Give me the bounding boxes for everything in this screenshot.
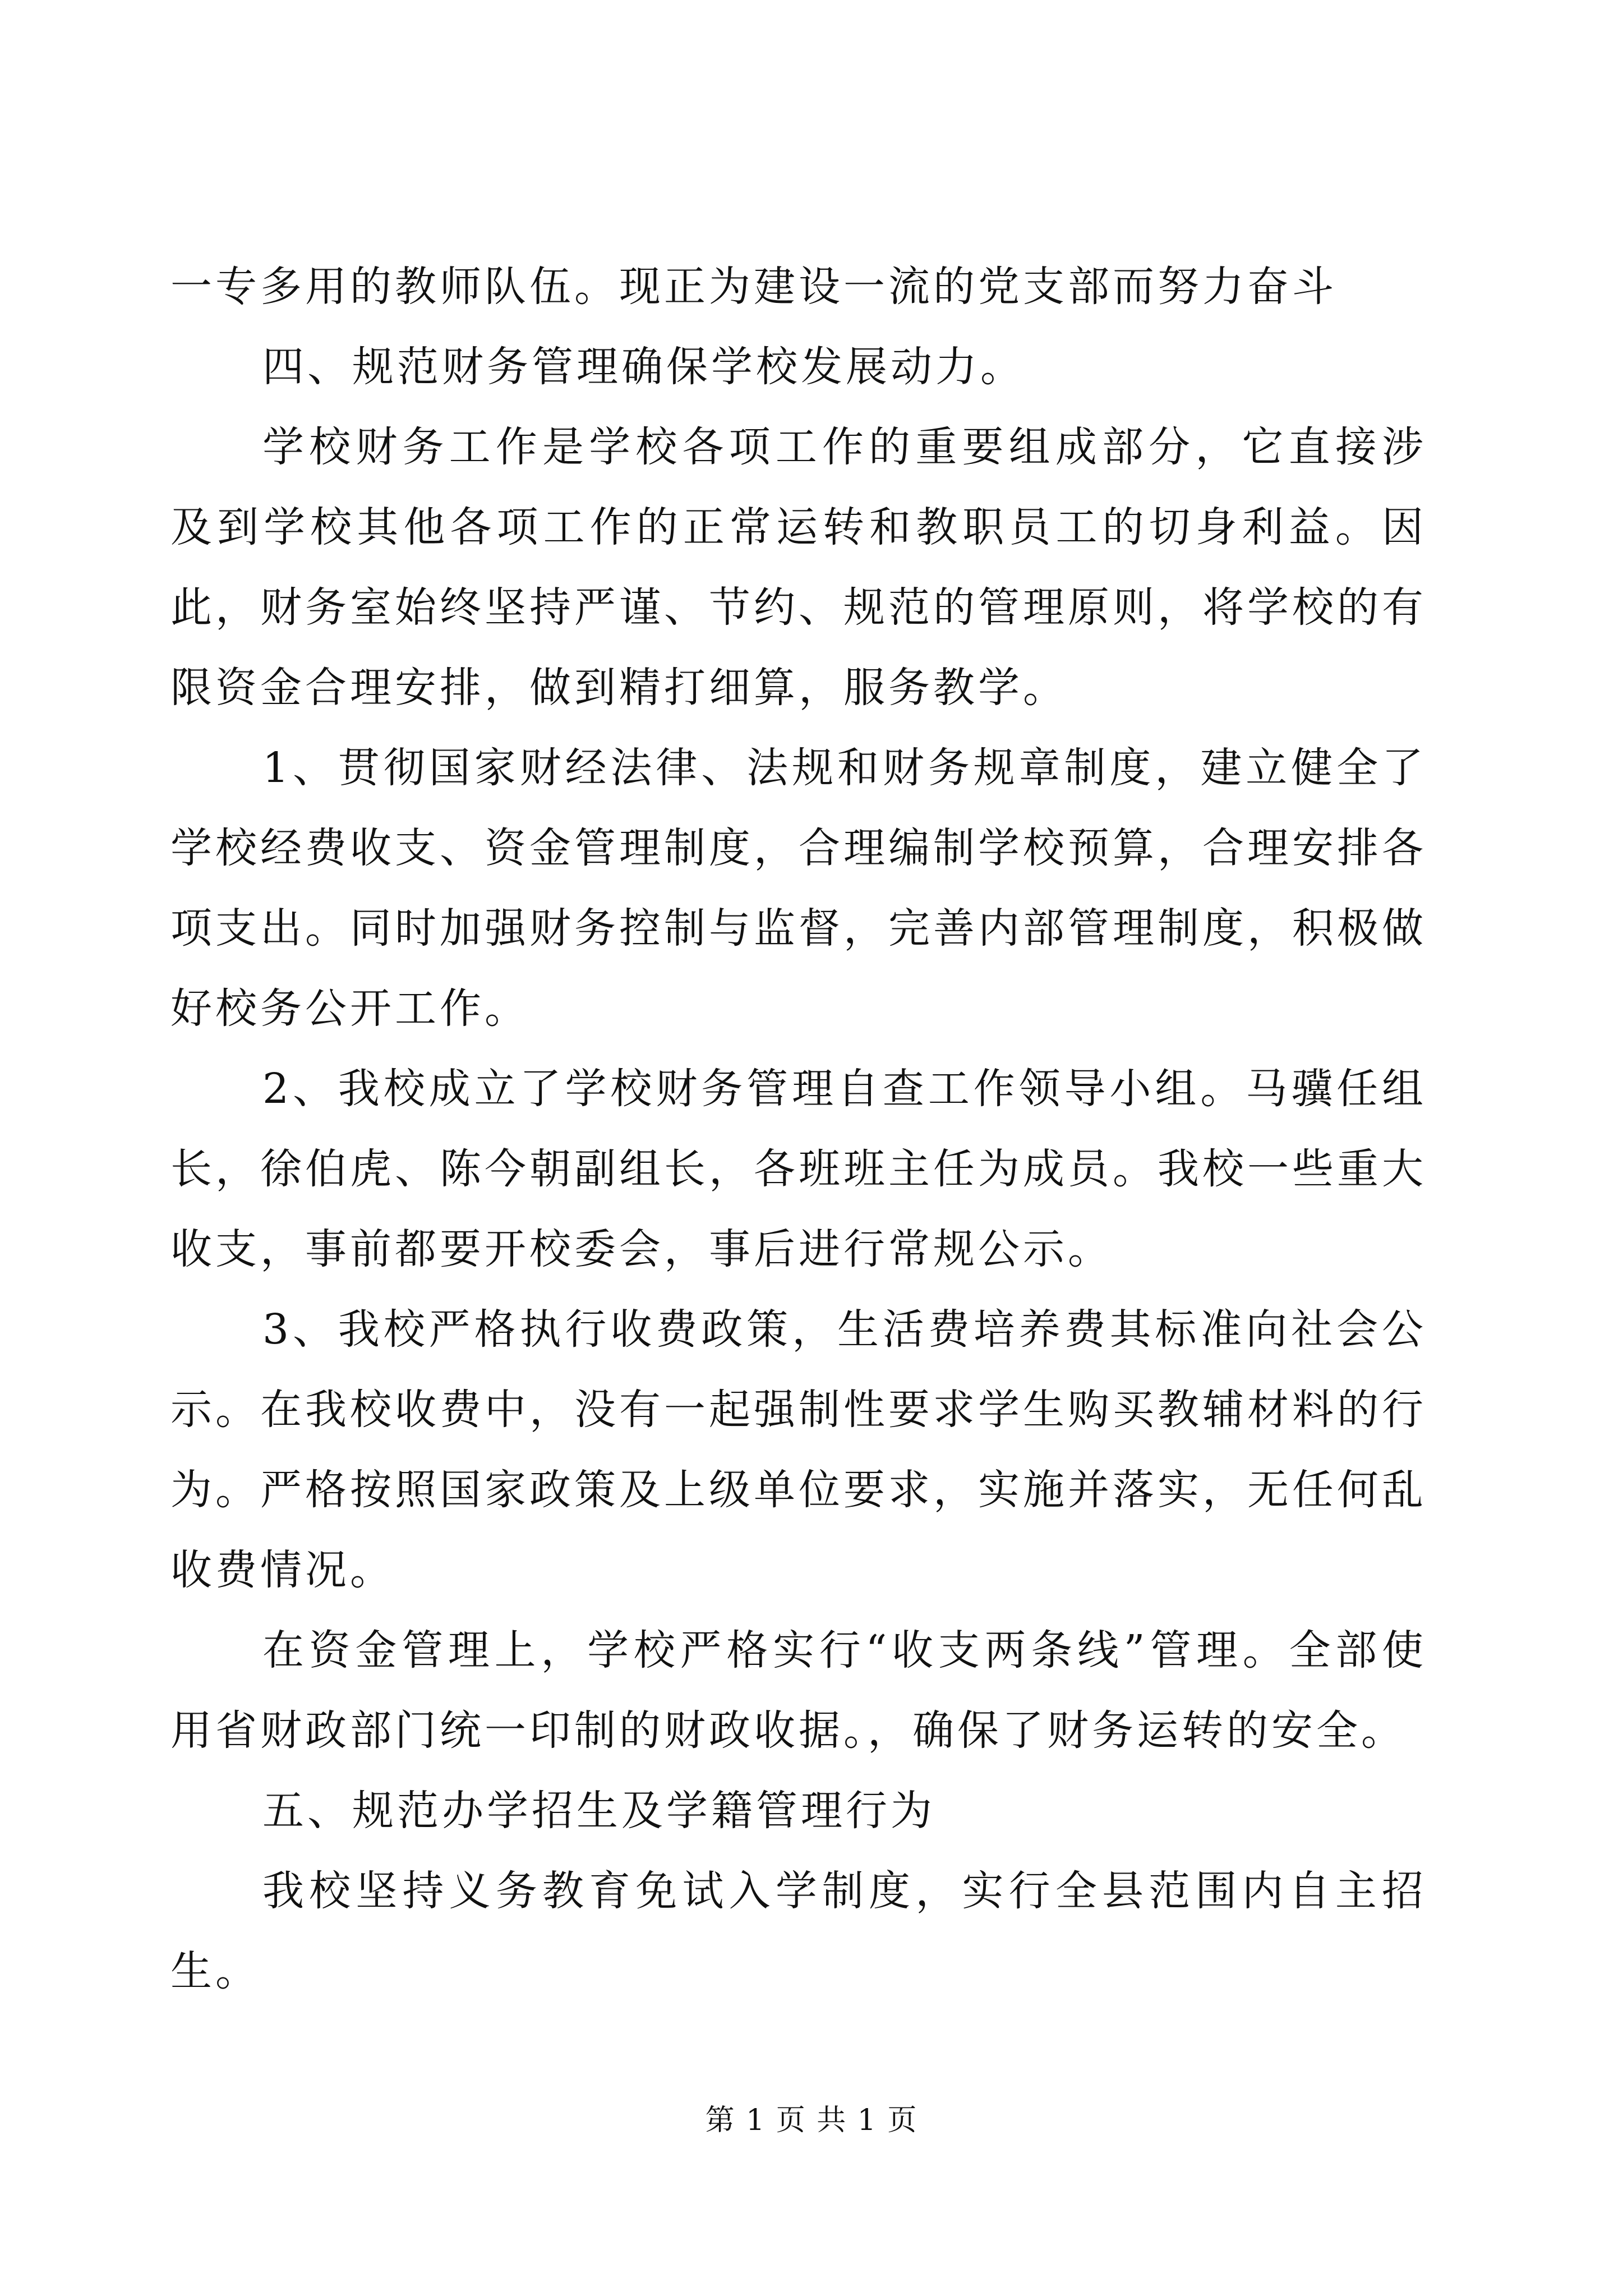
paragraph-item-1: 1、贯彻国家财经法律、法规和财务规章制度，建立健全了学校经费收支、资金管理制度，合理编制学校预算，合理安排各项支出。同时加强财务控制与监督，完善内部管理制度，积极做好校务公开工作。 bbox=[170, 744, 1427, 1033]
paragraph-item-2: 2、我校成立了学校财务管理自查工作领导小组。马骥任组长，徐伯虎、陈今朝副组长，各班班主任为成员。我校一些重大收支，事前都要开校委会，事后进行常规公示。 bbox=[170, 1065, 1427, 1273]
section-heading-5: 五、规范办学招生及学籍管理行为 bbox=[262, 1787, 935, 1835]
document-body bbox=[170, 247, 1427, 2012]
paragraph-finance-intro: 学校财务工作是学校各项工作的重要组成部分，它直接涉及到学校其他各项工作的正常运转和教职员工的切身利益。因此，财务室始终坚持严谨、节约、规范的管理原则，将学校的有限资金合理安排，做到精打细算，服务教学。 bbox=[170, 423, 1427, 712]
paragraph-fund-management: 在资金管理上，学校严格实行“收支两条线”管理。全部使用省财政部门统一印制的财政收据。，确保了财务运转的安全。 bbox=[170, 1626, 1427, 1755]
page-footer: 第 1 页 共 1 页 bbox=[705, 2104, 918, 2137]
section-heading-4: 四、规范财务管理确保学校发展动力。 bbox=[262, 343, 1025, 391]
paragraph-item-3: 3、我校严格执行收费政策，生活费培养费其标准向社会公示。在我校收费中，没有一起强制性要求学生购买教辅材料的行为。严格按照国家政策及上级单位要求，实施并落实，无任何乱收费情况。 bbox=[170, 1305, 1427, 1594]
paragraph-enrollment: 我校坚持义务教育免试入学制度，实行全县范围内自主招生。 bbox=[170, 1867, 1427, 1995]
paragraph-1: 一专多用的教师队伍。现正为建设一流的党支部而努力奋斗 bbox=[170, 263, 1337, 311]
